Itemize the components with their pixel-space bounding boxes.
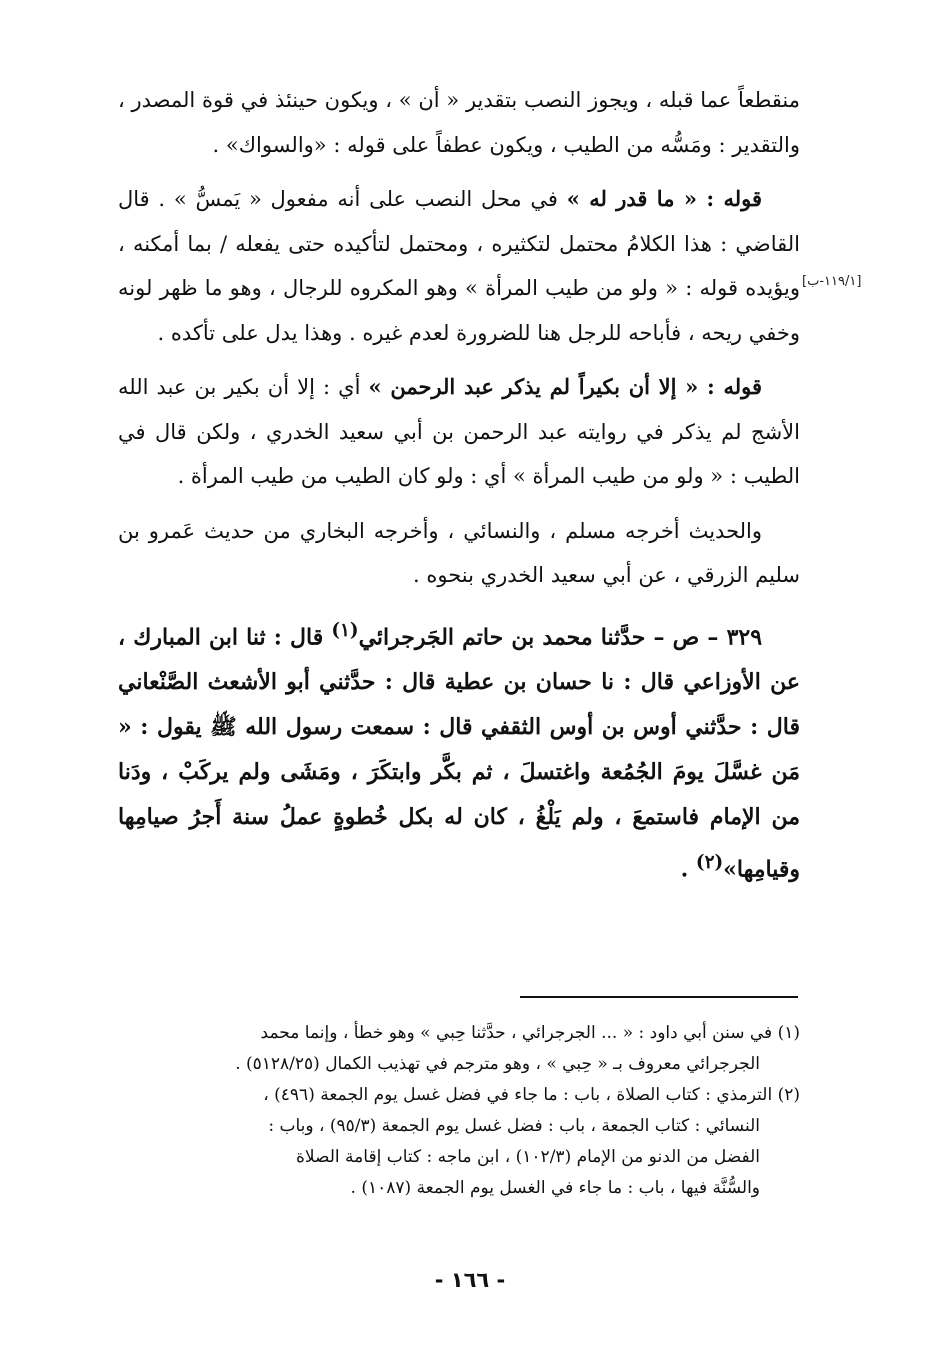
- quoted-phrase: قوله : « إلا أن بكيراً لم يذكر عبد الرحمن »: [368, 374, 762, 399]
- footnote-2-line-3: الفضل من الدنو من الإمام (١٠٢/٣) ، ابن ماجه : كتاب إقامة الصلاة: [295, 1147, 760, 1167]
- footnote-2-line-4: والسُّنَّة فيها ، باب : ما جاء في الغسل يوم الجمعة (١٠٨٧) .: [350, 1178, 760, 1198]
- hadith-text: [118, 608, 800, 893]
- hadith-end: .: [680, 856, 696, 883]
- footnote-2-line-2: النسائي : كتاب الجمعة ، باب : فضل غسل يوم الجمعة (٩٥/٣) ، وباب :: [268, 1116, 760, 1136]
- paragraph-4: والحديث أخرجه مسلم ، والنسائي ، وأخرجه البخاري من حديث عَمرو بن سليم الزرقي ، عن أبي سعيد الخدري بنحوه .: [118, 518, 800, 587]
- footnote-1-line-1: (١) في سنن أبي داود : « ... الجرجرائي ، حدَّثنا حِبي » وهو خطأ ، وإنما محمد: [260, 1023, 800, 1043]
- hadith-isnad: ٣٢٩ – ص – حدَّثنا محمد بن حاتم الجَرجرائي: [358, 623, 763, 650]
- paragraph-3: [118, 365, 800, 499]
- manuscript-folio-note: [١١٩/١-ب]: [802, 274, 862, 289]
- commentary-body: [118, 78, 800, 902]
- paragraph-2: [118, 177, 800, 355]
- footnote-2-line-1: (٢) الترمذي : كتاب الصلاة ، باب : ما جاء في فضل غسل يوم الجمعة (٤٩٦) ،: [263, 1085, 800, 1105]
- footnotes: [110, 1018, 800, 1204]
- page-number: - ١٦٦ -: [434, 1268, 506, 1292]
- paragraph-1: منقطعاً عما قبله ، ويجوز النصب بتقدير « أن » ، ويكون حينئذ في قوة المصدر ، والتقدير : ومَسُّه من الطيب ، ويكون عطفاً على قوله : «والسواك» .: [118, 88, 800, 157]
- quoted-phrase: قوله : « ما قدر له »: [566, 186, 763, 211]
- hadith-matn: قال : ثنا ابن المبارك ، عن الأوزاعي قال : نا حسان بن عطية قال : حدَّثني أبو الأشعث الصَّنْعاني قال : حدَّثني أوس بن أوس الثقفي قال : سمعت رسول الله ﷺ يقول : « مَن غسَّلَ يومَ الجُمُعة واغتسلَ ، ثم بكَّر وابتكَرَ ، ومَشَى ولم يركَبْ ، ودَنا من الإمام فاستمعَ ، ولم يَلْغُ ، كان له بكل خُطوةٍ عملُ سنة أَجرُ صيامِها وقيامِها»: [118, 623, 800, 883]
- paragraph-2-text: في محل النصب على أنه مفعول « يَمسُّ » . قال القاضي : هذا الكلامُ محتمل لتكثيره ، ومحتمل لتأكيده حتى يفعله / بما أمكنه ، ويؤيده قوله : « ولو من طيب المرأة » وهو المكروه للرجال ، وهو ما ظهر لونه وخفي ريحه ، فأباحه للرجل هنا للضرورة لعدم غيره . وهذا يدل على تأكده .: [118, 187, 800, 345]
- footnote-ref-1[interactable]: (١): [331, 619, 359, 641]
- footnote-divider: [520, 996, 798, 998]
- footnote-1-line-2: الجرجرائي معروف بـ « حِبي » ، وهو مترجم في تهذيب الكمال (٥١٢٨/٢٥) .: [235, 1054, 760, 1074]
- paragraph-3-text: أي : إلا أن بكير بن عبد الله الأشج لم يذكر في روايته عبد الرحمن بن أبي سعيد الخدري ، ولكن قال في الطيب : « ولو من طيب المرأة » أي : ولو كان الطيب من طيب المرأة .: [118, 375, 800, 488]
- footnote-ref-2[interactable]: (٢): [695, 851, 724, 873]
